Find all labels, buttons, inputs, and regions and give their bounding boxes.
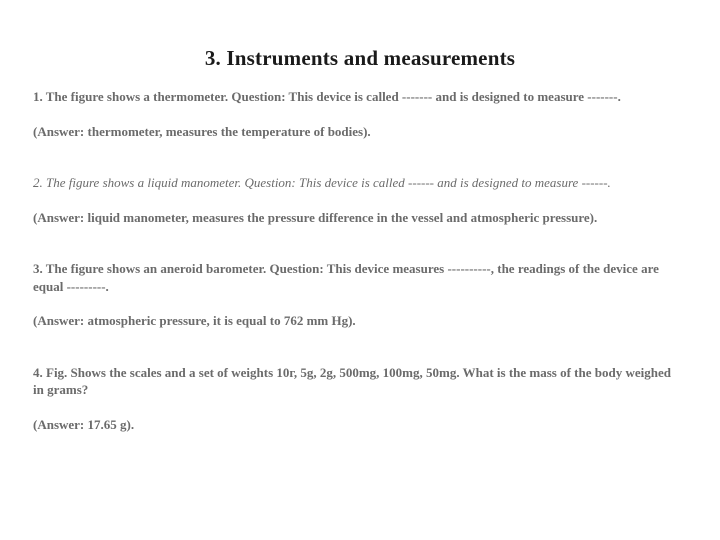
answer-2: (Answer: liquid manometer, measures the pressure difference in the vessel and atmospheric pressure). [33,209,598,225]
questions-body [33,88,683,433]
answer-4: (Answer: 17.65 g). [33,416,135,432]
question-4: 4. Fig. Shows the scales and a set of weights 10г, 5g, 2g, 500mg, 100mg, 50mg. What is the mass of the body weighed in grams? [33,364,671,397]
answer-1: (Answer: thermometer, measures the temperature of bodies). [33,123,371,139]
slide-title: 3. Instruments and measurements [204,46,516,70]
answer-3: (Answer: atmospheric pressure, it is equal to 762 mm Hg). [33,313,356,328]
question-2: 2. The figure shows a liquid manometer. Question: This device is called ------ and is designed to measure ------. [33,175,611,190]
question-3: 3. The figure shows an aneroid barometer. Question: This device measures ----------, the readings of the device are equal ---------. [33,261,659,294]
question-1: 1. The figure shows a thermometer. Question: This device is called ------- and is designed to measure -------. [33,89,621,104]
